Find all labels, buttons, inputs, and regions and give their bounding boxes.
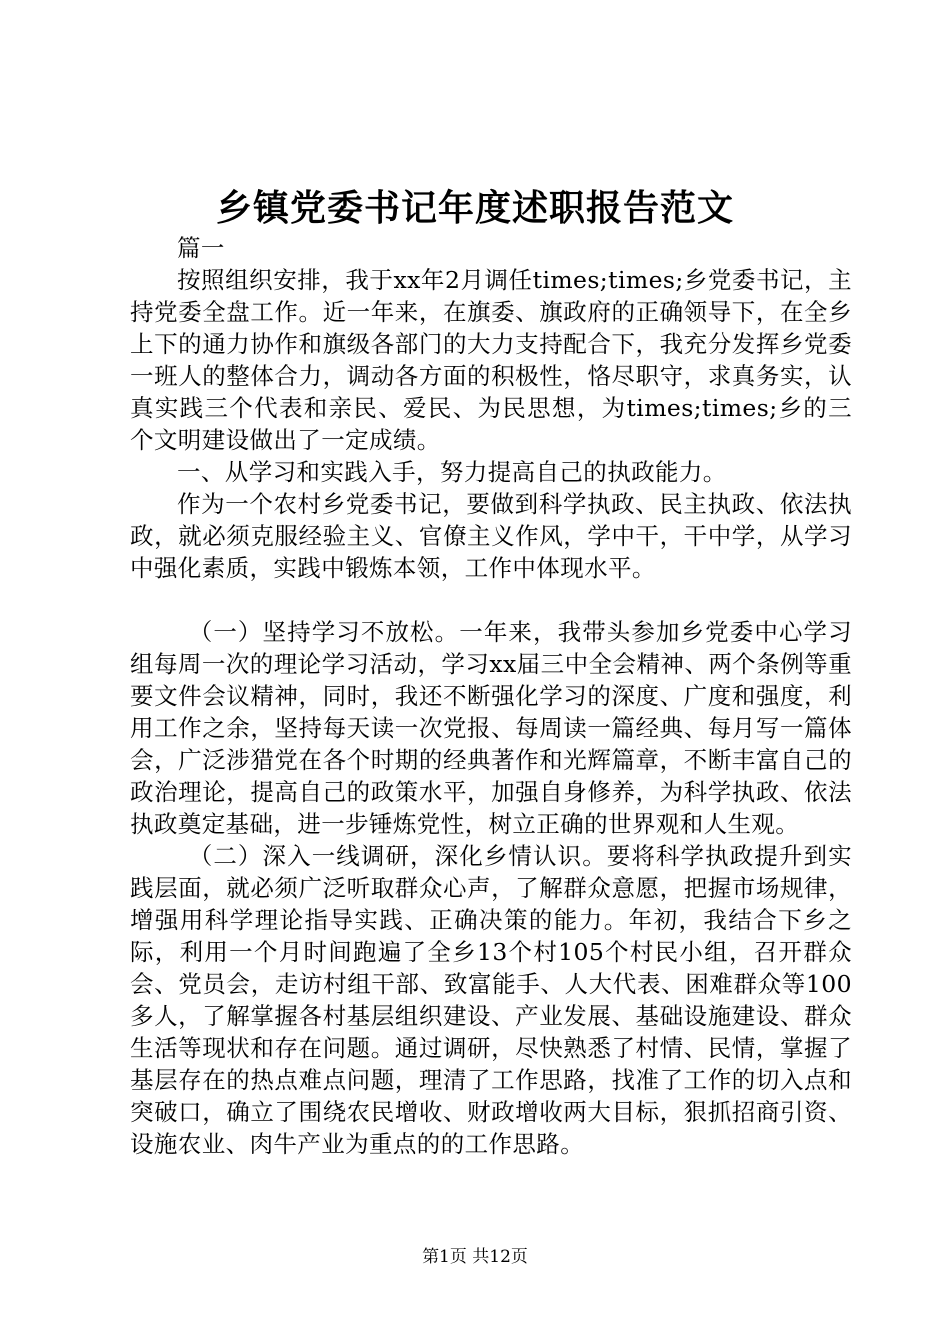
section-label: 篇一 [177, 234, 225, 262]
paragraph-item-2: （二）深入一线调研，深化乡情认识。要将科学执政提升到实践层面，就必须广泛听取群众心声，了解群众意愿，把握市场规律，增强用科学理论指导实践、正确决策的能力。年初，我结合下乡之际，利用一个月时间跑遍了全乡13个村105个村民小组，召开群众会、党员会，走访村组干部、致富能手、人大代表、困难群众等100多人，了解掌握各村基层组织建设、产业发展、基础设施建设、群众生活等现状和存在问题。通过调研，尽快熟悉了村情、民情，掌握了基层存在的热点难点问题，理清了工作思路，找准了工作的切入点和突破口，确立了围绕农民增收、财政增收两大目标，狠抓招商引资、设施农业、肉牛产业为重点的的工作思路。 [130, 842, 852, 1158]
page-number: 第1页 共12页 [422, 1247, 528, 1267]
document-body [130, 232, 852, 1160]
document-title: 乡镇党委书记年度述职报告范文 [215, 187, 734, 229]
paragraph-gap [130, 584, 852, 616]
paragraph-section-intro: 作为一个农村乡党委书记，要做到科学执政、民主执政、依法执政，就必须克服经验主义、官僚主义作风，学中干，干中学，从学习中强化素质，实践中锻炼本领，工作中体现水平。 [130, 490, 852, 582]
paragraph-intro: 按照组织安排，我于xx年2月调任times;times;乡党委书记，主持党委全盘工作。近一年来，在旗委、旗政府的正确领导下，在全乡上下的通力协作和旗级各部门的大力支持配合下，我充分发挥乡党委一班人的整体合力，调动各方面的积极性，恪尽职守，求真务实，认真实践三个代表和亲民、爱民、为民思想，为times;times;乡的三个文明建设做出了一定成绩。 [130, 266, 852, 454]
paragraph-item-1: （一）坚持学习不放松。一年来，我带头参加乡党委中心学习组每周一次的理论学习活动，学习xx届三中全会精神、两个条例等重要文件会议精神，同时，我还不断强化学习的深度、广度和强度，利用工作之余，坚持每天读一次党报、每周读一篇经典、每月写一篇体会，广泛涉猎党在各个时期的经典著作和光辉篇章，不断丰富自己的政治理论，提高自己的政策水平，加强自身修养，为科学执政、依法执政奠定基础，进一步锤炼党性，树立正确的世界观和人生观。 [130, 618, 852, 838]
section-heading: 一、从学习和实践入手，努力提高自己的执政能力。 [177, 458, 727, 486]
